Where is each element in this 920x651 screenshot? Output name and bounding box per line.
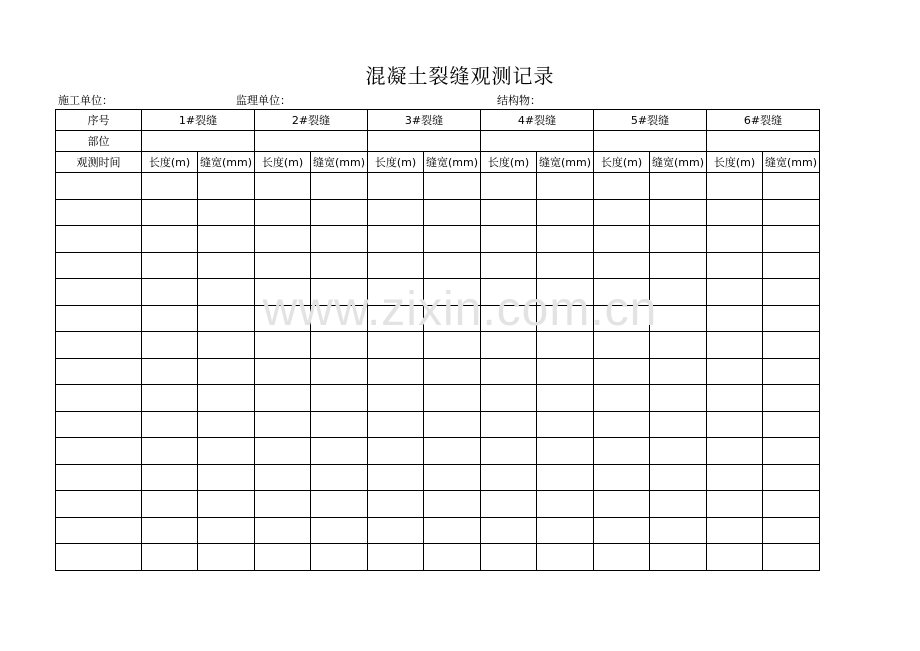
width-cell[interactable] xyxy=(537,252,594,279)
length-cell[interactable] xyxy=(707,411,763,438)
width-cell[interactable] xyxy=(763,279,820,306)
width-cell[interactable] xyxy=(650,252,707,279)
width-cell[interactable] xyxy=(424,358,481,385)
length-cell[interactable] xyxy=(255,173,311,200)
length-cell[interactable] xyxy=(255,305,311,332)
width-cell[interactable] xyxy=(311,464,368,491)
length-cell[interactable] xyxy=(368,411,424,438)
observation-time-cell[interactable] xyxy=(56,464,142,491)
width-cell[interactable] xyxy=(763,173,820,200)
table-row xyxy=(56,385,820,412)
length-header: 长度(m) xyxy=(707,152,763,173)
table-row xyxy=(56,491,820,518)
observation-time-cell[interactable] xyxy=(56,332,142,359)
width-cell[interactable] xyxy=(650,226,707,253)
length-cell[interactable] xyxy=(255,358,311,385)
width-cell[interactable] xyxy=(198,226,255,253)
width-cell[interactable] xyxy=(311,517,368,544)
length-cell[interactable] xyxy=(481,252,537,279)
width-cell[interactable] xyxy=(311,544,368,571)
length-cell[interactable] xyxy=(255,517,311,544)
seq-header: 序号 xyxy=(56,110,142,131)
length-cell[interactable] xyxy=(707,305,763,332)
width-cell[interactable] xyxy=(650,358,707,385)
width-cell[interactable] xyxy=(650,305,707,332)
length-cell[interactable] xyxy=(368,226,424,253)
observation-time-cell[interactable] xyxy=(56,252,142,279)
width-cell[interactable] xyxy=(763,491,820,518)
length-cell[interactable] xyxy=(142,332,198,359)
length-cell[interactable] xyxy=(255,332,311,359)
width-cell[interactable] xyxy=(311,385,368,412)
length-cell[interactable] xyxy=(481,173,537,200)
width-cell[interactable] xyxy=(311,252,368,279)
length-cell[interactable] xyxy=(707,438,763,465)
length-cell[interactable] xyxy=(142,199,198,226)
length-cell[interactable] xyxy=(594,517,650,544)
width-cell[interactable] xyxy=(311,305,368,332)
length-cell[interactable] xyxy=(594,358,650,385)
width-cell[interactable] xyxy=(198,491,255,518)
width-cell[interactable] xyxy=(650,332,707,359)
table-row xyxy=(56,305,820,332)
crack-1-header: 1#裂缝 xyxy=(142,110,255,131)
crack-2-header: 2#裂缝 xyxy=(255,110,368,131)
table-row xyxy=(56,226,820,253)
width-cell[interactable] xyxy=(650,173,707,200)
length-cell[interactable] xyxy=(481,226,537,253)
width-cell[interactable] xyxy=(537,438,594,465)
length-cell[interactable] xyxy=(255,544,311,571)
width-cell[interactable] xyxy=(311,199,368,226)
length-cell[interactable] xyxy=(707,252,763,279)
length-cell[interactable] xyxy=(481,279,537,306)
observation-time-cell[interactable] xyxy=(56,199,142,226)
length-cell[interactable] xyxy=(142,411,198,438)
width-cell[interactable] xyxy=(424,464,481,491)
length-cell[interactable] xyxy=(368,517,424,544)
length-cell[interactable] xyxy=(368,438,424,465)
width-cell[interactable] xyxy=(198,199,255,226)
width-cell[interactable] xyxy=(650,544,707,571)
length-cell[interactable] xyxy=(142,517,198,544)
width-cell[interactable] xyxy=(650,385,707,412)
crack-3-part-cell[interactable] xyxy=(368,131,481,152)
crack-5-part-cell[interactable] xyxy=(594,131,707,152)
length-header: 长度(m) xyxy=(368,152,424,173)
width-cell[interactable] xyxy=(763,544,820,571)
length-cell[interactable] xyxy=(594,464,650,491)
table-row xyxy=(56,332,820,359)
crack-observation-table xyxy=(55,109,820,571)
length-cell[interactable] xyxy=(368,305,424,332)
length-cell[interactable] xyxy=(594,544,650,571)
observation-time-cell[interactable] xyxy=(56,279,142,306)
width-cell[interactable] xyxy=(650,491,707,518)
width-cell[interactable] xyxy=(650,411,707,438)
observation-time-cell[interactable] xyxy=(56,385,142,412)
width-cell[interactable] xyxy=(763,252,820,279)
width-cell[interactable] xyxy=(650,279,707,306)
page-title: 混凝土裂缝观测记录 xyxy=(365,64,555,88)
length-cell[interactable] xyxy=(255,438,311,465)
width-cell[interactable] xyxy=(424,173,481,200)
length-cell[interactable] xyxy=(368,464,424,491)
crack-6-header: 6#裂缝 xyxy=(707,110,820,131)
supervision-unit-label: 监理单位： xyxy=(236,94,291,107)
width-cell[interactable] xyxy=(537,517,594,544)
width-cell[interactable] xyxy=(424,305,481,332)
crack-5-header: 5#裂缝 xyxy=(594,110,707,131)
length-cell[interactable] xyxy=(594,411,650,438)
width-cell[interactable] xyxy=(763,226,820,253)
width-cell[interactable] xyxy=(763,464,820,491)
width-cell[interactable] xyxy=(198,517,255,544)
part-header: 部位 xyxy=(56,131,142,152)
length-cell[interactable] xyxy=(594,438,650,465)
table-row xyxy=(56,517,820,544)
length-cell[interactable] xyxy=(594,199,650,226)
length-cell[interactable] xyxy=(255,464,311,491)
observation-time-cell[interactable] xyxy=(56,544,142,571)
length-cell[interactable] xyxy=(368,491,424,518)
length-cell[interactable] xyxy=(142,464,198,491)
length-cell[interactable] xyxy=(142,226,198,253)
width-cell[interactable] xyxy=(198,438,255,465)
width-cell[interactable] xyxy=(763,517,820,544)
width-cell[interactable] xyxy=(537,305,594,332)
length-cell[interactable] xyxy=(142,279,198,306)
width-cell[interactable] xyxy=(198,464,255,491)
width-cell[interactable] xyxy=(424,332,481,359)
width-cell[interactable] xyxy=(311,411,368,438)
width-header: 缝宽(mm) xyxy=(311,152,368,173)
observation-time-cell[interactable] xyxy=(56,517,142,544)
width-cell[interactable] xyxy=(424,279,481,306)
width-cell[interactable] xyxy=(650,464,707,491)
width-cell[interactable] xyxy=(424,385,481,412)
width-cell[interactable] xyxy=(650,517,707,544)
width-cell[interactable] xyxy=(311,332,368,359)
length-cell[interactable] xyxy=(481,517,537,544)
width-cell[interactable] xyxy=(537,173,594,200)
length-cell[interactable] xyxy=(481,305,537,332)
width-cell[interactable] xyxy=(311,226,368,253)
length-cell[interactable] xyxy=(481,385,537,412)
width-header: 缝宽(mm) xyxy=(198,152,255,173)
table-row xyxy=(56,279,820,306)
width-cell[interactable] xyxy=(763,305,820,332)
header-row-time xyxy=(56,152,820,173)
table-row xyxy=(56,411,820,438)
length-cell[interactable] xyxy=(142,544,198,571)
observation-time-cell[interactable] xyxy=(56,358,142,385)
width-cell[interactable] xyxy=(763,411,820,438)
width-cell[interactable] xyxy=(424,491,481,518)
crack-6-part-cell[interactable] xyxy=(707,131,820,152)
width-header: 缝宽(mm) xyxy=(650,152,707,173)
length-cell[interactable] xyxy=(481,438,537,465)
observation-time-cell[interactable] xyxy=(56,491,142,518)
table-row xyxy=(56,544,820,571)
width-cell[interactable] xyxy=(537,279,594,306)
length-cell[interactable] xyxy=(707,279,763,306)
length-cell[interactable] xyxy=(368,358,424,385)
length-cell[interactable] xyxy=(142,491,198,518)
length-cell[interactable] xyxy=(142,305,198,332)
width-cell[interactable] xyxy=(198,173,255,200)
observation-time-header: 观测时间 xyxy=(56,152,142,173)
length-cell[interactable] xyxy=(707,173,763,200)
width-cell[interactable] xyxy=(424,517,481,544)
width-cell[interactable] xyxy=(424,252,481,279)
width-cell[interactable] xyxy=(763,358,820,385)
table-row xyxy=(56,173,820,200)
length-cell[interactable] xyxy=(142,252,198,279)
width-header: 缝宽(mm) xyxy=(763,152,820,173)
table-row xyxy=(56,252,820,279)
length-cell[interactable] xyxy=(481,332,537,359)
length-cell[interactable] xyxy=(255,385,311,412)
length-cell[interactable] xyxy=(142,385,198,412)
width-cell[interactable] xyxy=(537,544,594,571)
width-cell[interactable] xyxy=(198,358,255,385)
width-cell[interactable] xyxy=(198,544,255,571)
length-cell[interactable] xyxy=(255,252,311,279)
width-cell[interactable] xyxy=(763,332,820,359)
length-cell[interactable] xyxy=(481,358,537,385)
length-cell[interactable] xyxy=(142,173,198,200)
observation-time-cell[interactable] xyxy=(56,305,142,332)
width-cell[interactable] xyxy=(763,385,820,412)
length-cell[interactable] xyxy=(707,385,763,412)
table-row xyxy=(56,438,820,465)
width-cell[interactable] xyxy=(424,226,481,253)
length-cell[interactable] xyxy=(594,332,650,359)
length-cell[interactable] xyxy=(594,385,650,412)
width-cell[interactable] xyxy=(537,385,594,412)
observation-time-cell[interactable] xyxy=(56,226,142,253)
width-cell[interactable] xyxy=(763,438,820,465)
structure-label: 结构物： xyxy=(497,94,541,107)
length-cell[interactable] xyxy=(481,544,537,571)
width-cell[interactable] xyxy=(537,226,594,253)
width-cell[interactable] xyxy=(424,199,481,226)
length-cell[interactable] xyxy=(594,279,650,306)
header-row-part xyxy=(56,131,820,152)
length-cell[interactable] xyxy=(368,279,424,306)
table-row xyxy=(56,358,820,385)
crack-1-part-cell[interactable] xyxy=(142,131,255,152)
width-cell[interactable] xyxy=(537,411,594,438)
length-cell[interactable] xyxy=(707,544,763,571)
width-cell[interactable] xyxy=(537,358,594,385)
watermark: www.zixin.com.cn xyxy=(262,283,658,336)
width-cell[interactable] xyxy=(311,438,368,465)
length-header: 长度(m) xyxy=(481,152,537,173)
length-cell[interactable] xyxy=(481,464,537,491)
length-cell[interactable] xyxy=(594,252,650,279)
table-row xyxy=(56,464,820,491)
length-cell[interactable] xyxy=(255,199,311,226)
crack-3-header: 3#裂缝 xyxy=(368,110,481,131)
length-cell[interactable] xyxy=(707,358,763,385)
length-cell[interactable] xyxy=(255,279,311,306)
width-cell[interactable] xyxy=(537,332,594,359)
width-cell[interactable] xyxy=(650,199,707,226)
width-cell[interactable] xyxy=(537,491,594,518)
crack-4-part-cell[interactable] xyxy=(481,131,594,152)
length-cell[interactable] xyxy=(707,491,763,518)
length-cell[interactable] xyxy=(594,305,650,332)
length-cell[interactable] xyxy=(707,464,763,491)
construction-unit-label: 施工单位： xyxy=(58,94,113,107)
length-cell[interactable] xyxy=(368,385,424,412)
length-cell[interactable] xyxy=(368,544,424,571)
width-cell[interactable] xyxy=(537,199,594,226)
width-cell[interactable] xyxy=(198,252,255,279)
width-cell[interactable] xyxy=(198,332,255,359)
width-cell[interactable] xyxy=(311,279,368,306)
length-cell[interactable] xyxy=(707,226,763,253)
width-header: 缝宽(mm) xyxy=(537,152,594,173)
width-cell[interactable] xyxy=(650,438,707,465)
width-cell[interactable] xyxy=(311,358,368,385)
length-cell[interactable] xyxy=(255,491,311,518)
length-header: 长度(m) xyxy=(255,152,311,173)
header-row-seq xyxy=(56,110,820,131)
length-cell[interactable] xyxy=(594,491,650,518)
width-cell[interactable] xyxy=(198,411,255,438)
crack-2-part-cell[interactable] xyxy=(255,131,368,152)
width-cell[interactable] xyxy=(198,279,255,306)
length-cell[interactable] xyxy=(594,173,650,200)
table-body xyxy=(56,110,820,571)
length-cell[interactable] xyxy=(368,332,424,359)
length-cell[interactable] xyxy=(594,226,650,253)
width-cell[interactable] xyxy=(424,411,481,438)
width-header: 缝宽(mm) xyxy=(424,152,481,173)
width-cell[interactable] xyxy=(198,305,255,332)
length-cell[interactable] xyxy=(481,411,537,438)
observation-time-cell[interactable] xyxy=(56,411,142,438)
observation-time-cell[interactable] xyxy=(56,173,142,200)
crack-4-header: 4#裂缝 xyxy=(481,110,594,131)
length-cell[interactable] xyxy=(142,438,198,465)
length-cell[interactable] xyxy=(707,199,763,226)
width-cell[interactable] xyxy=(311,491,368,518)
length-header: 长度(m) xyxy=(142,152,198,173)
length-cell[interactable] xyxy=(368,199,424,226)
length-cell[interactable] xyxy=(255,226,311,253)
width-cell[interactable] xyxy=(424,438,481,465)
length-cell[interactable] xyxy=(255,411,311,438)
length-cell[interactable] xyxy=(368,173,424,200)
length-header: 长度(m) xyxy=(594,152,650,173)
observation-time-cell[interactable] xyxy=(56,438,142,465)
width-cell[interactable] xyxy=(537,464,594,491)
width-cell[interactable] xyxy=(311,173,368,200)
length-cell[interactable] xyxy=(481,491,537,518)
length-cell[interactable] xyxy=(707,332,763,359)
length-cell[interactable] xyxy=(368,252,424,279)
length-cell[interactable] xyxy=(481,199,537,226)
length-cell[interactable] xyxy=(707,517,763,544)
width-cell[interactable] xyxy=(198,385,255,412)
width-cell[interactable] xyxy=(424,544,481,571)
width-cell[interactable] xyxy=(763,199,820,226)
length-cell[interactable] xyxy=(142,358,198,385)
table-row xyxy=(56,199,820,226)
